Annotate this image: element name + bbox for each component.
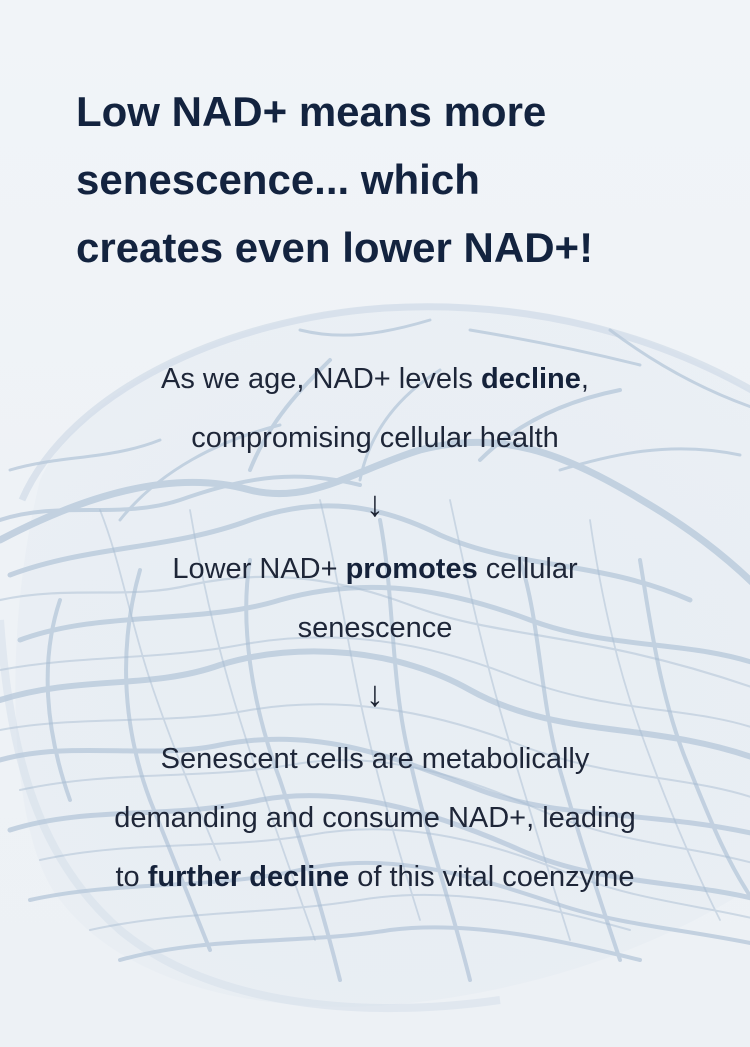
flow-step-2-row-1-prefix: Lower NAD+ <box>172 553 346 585</box>
flow-step-3 <box>60 730 690 907</box>
flow-step-3-emphasis: further decline <box>147 861 350 893</box>
flow-step-3-row-2: demanding and consume NAD+, leading <box>114 802 636 834</box>
page-title-line-2: senescence... which <box>76 156 480 203</box>
flow-step-1-row-2: compromising cellular health <box>191 422 559 454</box>
down-arrow-icon: ↓ <box>366 483 384 524</box>
page-title-line-1: Low NAD+ means more <box>76 88 547 135</box>
page-title-line-3: creates even lower NAD+! <box>76 224 594 271</box>
flow-step-2-row-2: senescence <box>297 612 453 644</box>
flow-step-2-row-1-suffix: cellular <box>477 553 578 585</box>
flow-step-3-row-3 <box>60 848 690 907</box>
flow-step-1-row-1-suffix: , <box>580 363 589 395</box>
nad-cycle-flow <box>60 350 690 907</box>
flow-step-1 <box>60 350 690 468</box>
flow-step-1-row-1-prefix: As we age, NAD+ levels <box>161 363 481 395</box>
flow-step-2 <box>60 540 690 658</box>
flow-step-3-row-3-suffix: of this vital coenzyme <box>349 861 635 893</box>
flow-step-1-emphasis: decline <box>480 363 581 395</box>
flow-step-2-row-1 <box>60 540 690 599</box>
flow-step-1-row-1 <box>60 350 690 409</box>
flow-step-2-emphasis: promotes <box>345 553 478 585</box>
flow-step-3-row-3-prefix: to <box>115 861 148 893</box>
down-arrow-icon: ↓ <box>366 673 384 714</box>
flow-step-3-row-1: Senescent cells are metabolically <box>160 743 590 775</box>
page-title <box>76 78 686 282</box>
